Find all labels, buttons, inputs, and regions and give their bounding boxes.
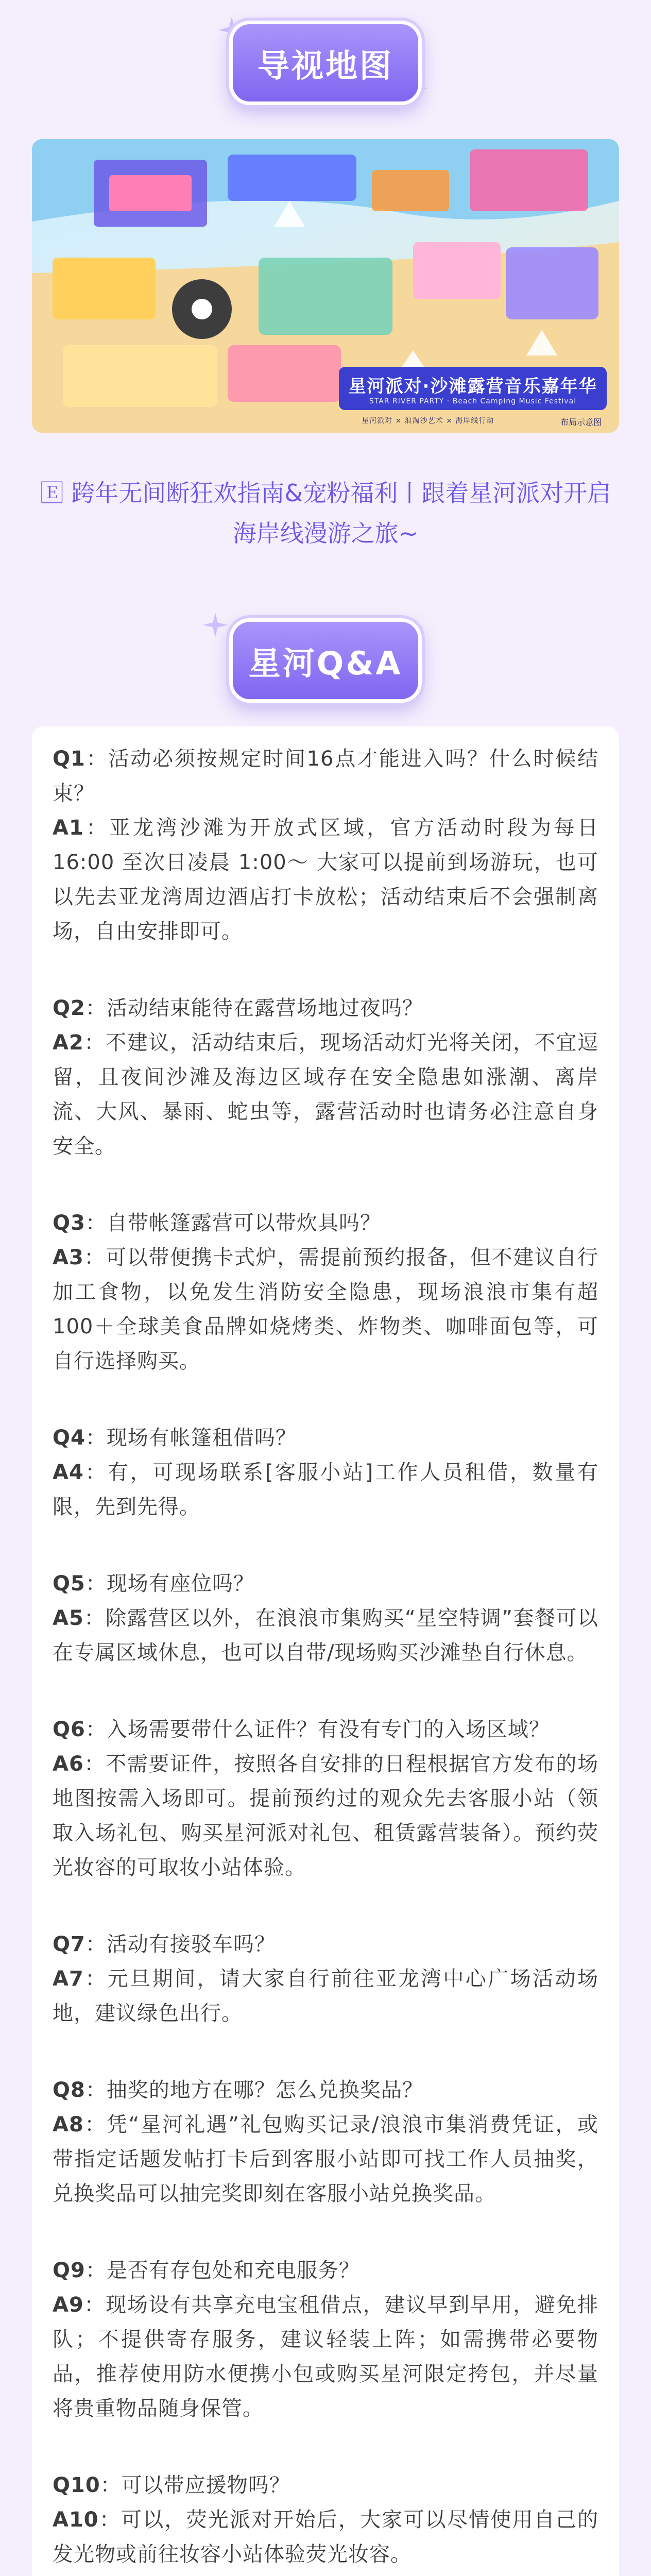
answer-label: A7 [53,1967,84,1991]
question-text: 现场有帐篷租借吗？ [106,1426,297,1450]
answer [53,1747,598,1885]
answer-text: 凭“星河礼遇”礼包购买记录/浪浪市集消费凭证，或带指定话题发帖打卡后到客服小站即可找工作人员抽奖，兑换奖品可以抽完奖即刻在客服小站兑换奖品。 [53,2113,599,2206]
qa-item [53,1421,598,1524]
map-banner-subtitle: STAR RIVER PARTY · Beach Camping Music Festival [369,397,577,405]
qa-item [53,1713,598,1885]
question-text: 是否有存包处和充电服务？ [106,2259,360,2282]
answer-label: A4 [53,1461,84,1484]
question-text: 活动有接驳车吗？ [106,1933,276,1956]
label-separator: ： [83,1461,108,1484]
map-banner [339,367,607,410]
question-label: Q5 [53,1572,85,1596]
label-separator: ： [83,1031,106,1055]
question-label: Q10 [53,2473,100,2497]
answer-text: 不需要证件，按照各自安排的日程根据官方发布的场地图按需入场即可。提前预约过的观众先去客服小站（领取入场礼包、购买星河派对礼包、租赁露营装备）。预约荧光妆容的可取妆小站体验。 [53,1752,599,1879]
answer-label: A1 [53,816,84,840]
answer-text: 元旦期间，请大家自行前往亚龙湾中心广场活动场地，建议绿色出行。 [53,1967,599,2025]
question [53,2073,598,2108]
label-separator: ： [83,1246,106,1269]
question [53,1421,598,1455]
question [53,2468,598,2503]
answer-label: A5 [53,1606,84,1630]
label-separator: ： [83,1606,106,1630]
answer-text: 现场设有共享充电宝租借点，建议早到早用，避免排队；不提供寄存服务，建议轻装上阵；如需携带必要物品，推荐使用防水便携小包或购买星河限定挎包，并尽量将贵重物品随身保管。 [53,2293,599,2420]
qa-item [53,1567,598,1670]
answer-label: A10 [53,2508,99,2532]
question-label: Q9 [53,2259,85,2282]
question-text: 自带帐篷露营可以带炊具吗？ [106,1211,381,1235]
question [53,1567,598,1601]
question-label: Q2 [53,996,85,1020]
answer-text: 可以带便携卡式炉，需提前预约报备，但不建议自行加工食物，以免发生消防安全隐患，现场浪浪市集有超100＋全球美食品牌如烧烤类、炸物类、咖啡面包等，可自行选择购买。 [53,1246,599,1373]
qa-item [53,2073,598,2211]
question-text: 活动必须按规定时间16点才能进入吗？什么时候结束？ [53,747,598,805]
qa-item [53,2468,598,2572]
qa-list [32,726,619,2572]
answer-text: 有，可现场联系[客服小站]工作人员租借，数量有限，先到先得。 [53,1461,599,1519]
label-separator: ： [98,2508,122,2532]
answer [53,1026,598,1164]
answer-label: A8 [53,2113,84,2137]
answer-label: A3 [53,1246,84,1269]
label-separator: ： [83,1752,106,1776]
label-separator: ： [85,996,107,1020]
answer [53,1241,598,1379]
answer [53,2288,598,2426]
answer-text: 不建议，活动结束后，现场活动灯光将关闭，不宜逗留，且夜间沙滩及海边区域存在安全隐患如涨潮、离岸流、大风、暴雨、蛇虫等，露营活动时也请务必注意自身安全。 [53,1031,599,1158]
answer-text: 亚龙湾沙滩为开放式区域，官方活动时段为每日 16:00 至次日凌晨 1:00～ 大家可以提前到场游玩，也可以先去亚龙湾周边酒店打卡放松；活动结束后不会强制离场，自由安排即可。 [53,816,599,943]
question-text: 活动结束能待在露营场地过夜吗？ [106,996,423,1020]
label-separator: ： [85,2259,107,2282]
question [53,991,598,1026]
venue-map-image [32,139,619,433]
label-separator: ： [83,2113,107,2137]
label-separator: ： [85,1426,107,1450]
question-label: Q3 [53,1211,85,1235]
answer [53,811,598,949]
question-text: 现场有座位吗？ [106,1572,254,1596]
label-separator: ： [85,1933,107,1956]
map-logos: 星河派对 × 浪淘沙艺术 × 海岸线行动 [362,417,494,425]
label-separator: ： [85,1718,107,1741]
label-separator: ： [83,2293,106,2317]
label-separator: ： [83,1967,108,1991]
qa-item [53,1927,598,2031]
question-label: Q4 [53,1426,85,1450]
map-caption: 🄴 跨年无间断狂欢指南&宠粉福利丨跟着星河派对开启海岸线漫游之旅~ [40,479,611,547]
qa-panel [32,726,619,2576]
qa-item [53,2253,598,2426]
label-separator: ： [100,2473,122,2497]
label-separator: ： [85,2078,107,2102]
answer-label: A9 [53,2293,84,2317]
question-label: Q7 [53,1933,85,1956]
qa-item [53,1206,598,1379]
answer [53,1601,598,1670]
map-credit: 布局示意图 [560,417,602,427]
answer [53,1962,598,2031]
label-separator: ： [85,747,109,771]
answer [53,2503,598,2572]
question [53,1206,598,1241]
map-banner-title: 星河派对·沙滩露营音乐嘉年华 [348,376,597,397]
answer-label: A2 [53,1031,84,1055]
sparkle-icon [201,611,230,639]
question [53,2253,598,2288]
question [53,1927,598,1962]
label-separator: ： [85,1211,107,1235]
answer-text: 可以，荧光派对开始后，大家可以尽情使用自己的发光物或前往妆容小站体验荧光妆容。 [53,2508,599,2566]
question-label: Q1 [53,747,85,771]
answer-text: 除露营区以外，在浪浪市集购买“星空特调”套餐可以在专属区域休息，也可以自带/现场购买沙滩垫自行休息。 [53,1606,599,1665]
question-label: Q6 [53,1718,85,1741]
section-title-map: 导视地图 [229,21,422,105]
question-text: 抽奖的地方在哪？怎么兑换奖品？ [106,2078,423,2102]
question-text: 可以带应援物吗？ [121,2473,290,2497]
label-separator: ： [83,816,110,840]
answer [53,1455,598,1524]
question [53,1713,598,1747]
answer-label: A6 [53,1752,84,1776]
answer [53,2108,598,2211]
section-title-qa: 星河Q&A [229,618,422,703]
qa-item [53,742,598,949]
qa-item [53,991,598,1164]
question [53,742,598,811]
question-label: Q8 [53,2078,85,2102]
label-separator: ： [85,1572,107,1596]
question-text: 入场需要带什么证件？有没有专门的入场区域？ [106,1718,550,1741]
